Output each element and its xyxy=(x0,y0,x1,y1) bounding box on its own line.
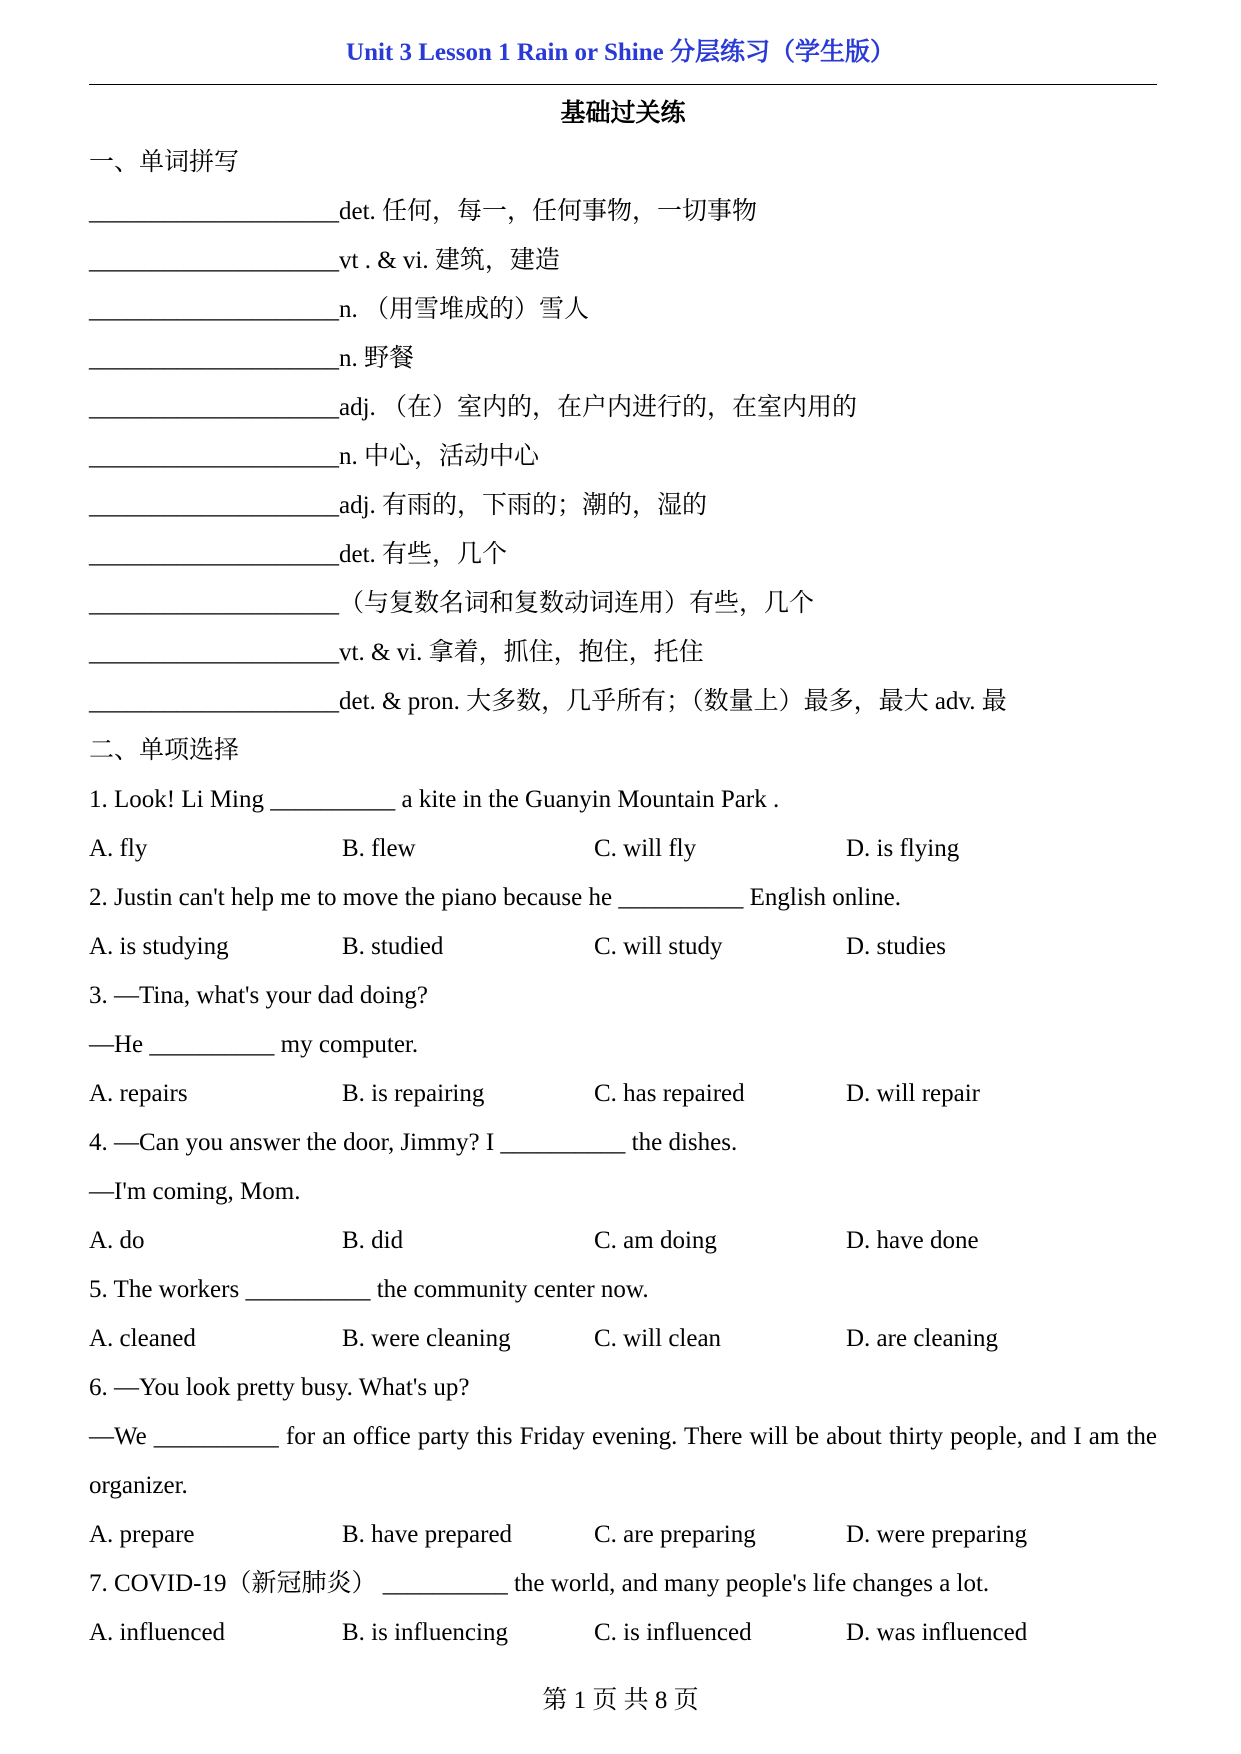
options-row xyxy=(89,824,1157,873)
option-a: A. influenced xyxy=(89,1619,226,1646)
option-b: B. is influencing xyxy=(342,1619,508,1646)
option-c: C. will study xyxy=(594,933,723,960)
vocab-blank: ____________________ xyxy=(89,688,339,715)
option-b: B. did xyxy=(342,1227,404,1254)
vocab-definition: n. 野餐 xyxy=(339,345,415,372)
option-c: C. has repaired xyxy=(594,1080,745,1107)
option-d: D. studies xyxy=(846,933,946,960)
option-b: B. were cleaning xyxy=(342,1325,511,1352)
question-stem: 4. —Can you answer the door, Jimmy? I __________ the dishes. xyxy=(89,1129,738,1156)
vocab-item xyxy=(89,481,1157,530)
vocab-item xyxy=(89,579,1157,628)
vocab-definition: det. 有些，几个 xyxy=(339,541,508,568)
option-d: D. were preparing xyxy=(846,1521,1028,1548)
vocab-item xyxy=(89,187,1157,236)
question-stem: 2. Justin can't help me to move the piano because he __________ English online. xyxy=(89,884,901,911)
option-c: C. is influenced xyxy=(594,1619,752,1646)
vocab-definition: vt. & vi. 拿着，抓住，抱住，托住 xyxy=(339,639,704,666)
option-d: D. are cleaning xyxy=(846,1325,999,1352)
question-stem: 3. —Tina, what's your dad doing? xyxy=(89,982,428,1009)
vocab-definition: n. 中心，活动中心 xyxy=(339,443,540,470)
vocab-blank: ____________________ xyxy=(89,247,339,274)
vocab-definition: n. （用雪堆成的）雪人 xyxy=(339,296,590,323)
option-d: D. have done xyxy=(846,1227,979,1254)
option-d: D. was influenced xyxy=(846,1619,1028,1646)
vocab-blank: ____________________ xyxy=(89,443,339,470)
option-a: A. repairs xyxy=(89,1080,188,1107)
option-c: C. will clean xyxy=(594,1325,722,1352)
part2-heading: 二、单项选择 xyxy=(89,737,240,764)
vocab-definition: adj. 有雨的，下雨的；潮的，湿的 xyxy=(339,492,708,519)
option-c: C. am doing xyxy=(594,1227,717,1254)
vocab-item xyxy=(89,628,1157,677)
vocab-item xyxy=(89,383,1157,432)
page-number-footer: 第 1 页 共 8 页 xyxy=(542,1687,699,1714)
options-row xyxy=(89,1314,1157,1363)
dialogue-reply: —We __________ for an office party this Friday evening. There will be about thirty people, and I am the organizer. xyxy=(89,1423,1157,1499)
section-title: 基础过关练 xyxy=(560,100,686,127)
vocab-blank: ____________________ xyxy=(89,296,339,323)
option-a: A. cleaned xyxy=(89,1325,196,1352)
option-d: D. will repair xyxy=(846,1080,980,1107)
question-stem: 5. The workers __________ the community center now. xyxy=(89,1276,649,1303)
option-b: B. is repairing xyxy=(342,1080,485,1107)
option-b: B. have prepared xyxy=(342,1521,513,1548)
question-stem: 7. COVID-19（新冠肺炎） __________ the world, and many people's life changes a lot. xyxy=(89,1570,990,1597)
vocab-item xyxy=(89,236,1157,285)
vocab-blank: ____________________ xyxy=(89,394,339,421)
vocab-blank: ____________________ xyxy=(89,639,339,666)
vocab-definition: adj. （在）室内的，在户内进行的，在室内用的 xyxy=(339,394,858,421)
document-header-title: Unit 3 Lesson 1 Rain or Shine 分层练习（学生版） xyxy=(346,39,895,66)
option-d: D. is flying xyxy=(846,835,960,862)
vocab-definition: det. 任何，每一，任何事物，一切事物 xyxy=(339,198,758,225)
question-stem: 1. Look! Li Ming __________ a kite in the Guanyin Mountain Park . xyxy=(89,786,780,813)
vocab-blank: ____________________ xyxy=(89,198,339,225)
option-a: A. prepare xyxy=(89,1521,195,1548)
vocab-blank: ____________________ xyxy=(89,590,339,617)
question-stem: 6. —You look pretty busy. What's up? xyxy=(89,1374,470,1401)
option-b: B. studied xyxy=(342,933,444,960)
vocab-item xyxy=(89,677,1157,726)
option-c: C. are preparing xyxy=(594,1521,756,1548)
options-row xyxy=(89,1608,1157,1657)
options-row xyxy=(89,1510,1157,1559)
option-a: A. do xyxy=(89,1227,145,1254)
header-divider xyxy=(89,84,1157,85)
option-b: B. flew xyxy=(342,835,416,862)
vocab-definition: det. & pron. 大多数，几乎所有；（数量上）最多，最大 adv. 最 xyxy=(339,688,1007,715)
vocab-blank: ____________________ xyxy=(89,541,339,568)
option-a: A. is studying xyxy=(89,933,229,960)
vocab-definition: vt . & vi. 建筑，建造 xyxy=(339,247,560,274)
options-row xyxy=(89,1216,1157,1265)
vocab-item xyxy=(89,432,1157,481)
vocab-definition: （与复数名词和复数动词连用）有些，几个 xyxy=(339,590,815,617)
vocab-item xyxy=(89,334,1157,383)
option-a: A. fly xyxy=(89,835,148,862)
vocab-blank: ____________________ xyxy=(89,492,339,519)
dialogue-reply: —I'm coming, Mom. xyxy=(89,1178,301,1205)
vocab-blank: ____________________ xyxy=(89,345,339,372)
option-c: C. will fly xyxy=(594,835,697,862)
options-row xyxy=(89,922,1157,971)
vocab-item xyxy=(89,530,1157,579)
options-row xyxy=(89,1069,1157,1118)
worksheet-body xyxy=(89,89,1157,1657)
part1-heading: 一、单词拼写 xyxy=(89,149,240,176)
vocab-item xyxy=(89,285,1157,334)
dialogue-reply: —He __________ my computer. xyxy=(89,1031,419,1058)
